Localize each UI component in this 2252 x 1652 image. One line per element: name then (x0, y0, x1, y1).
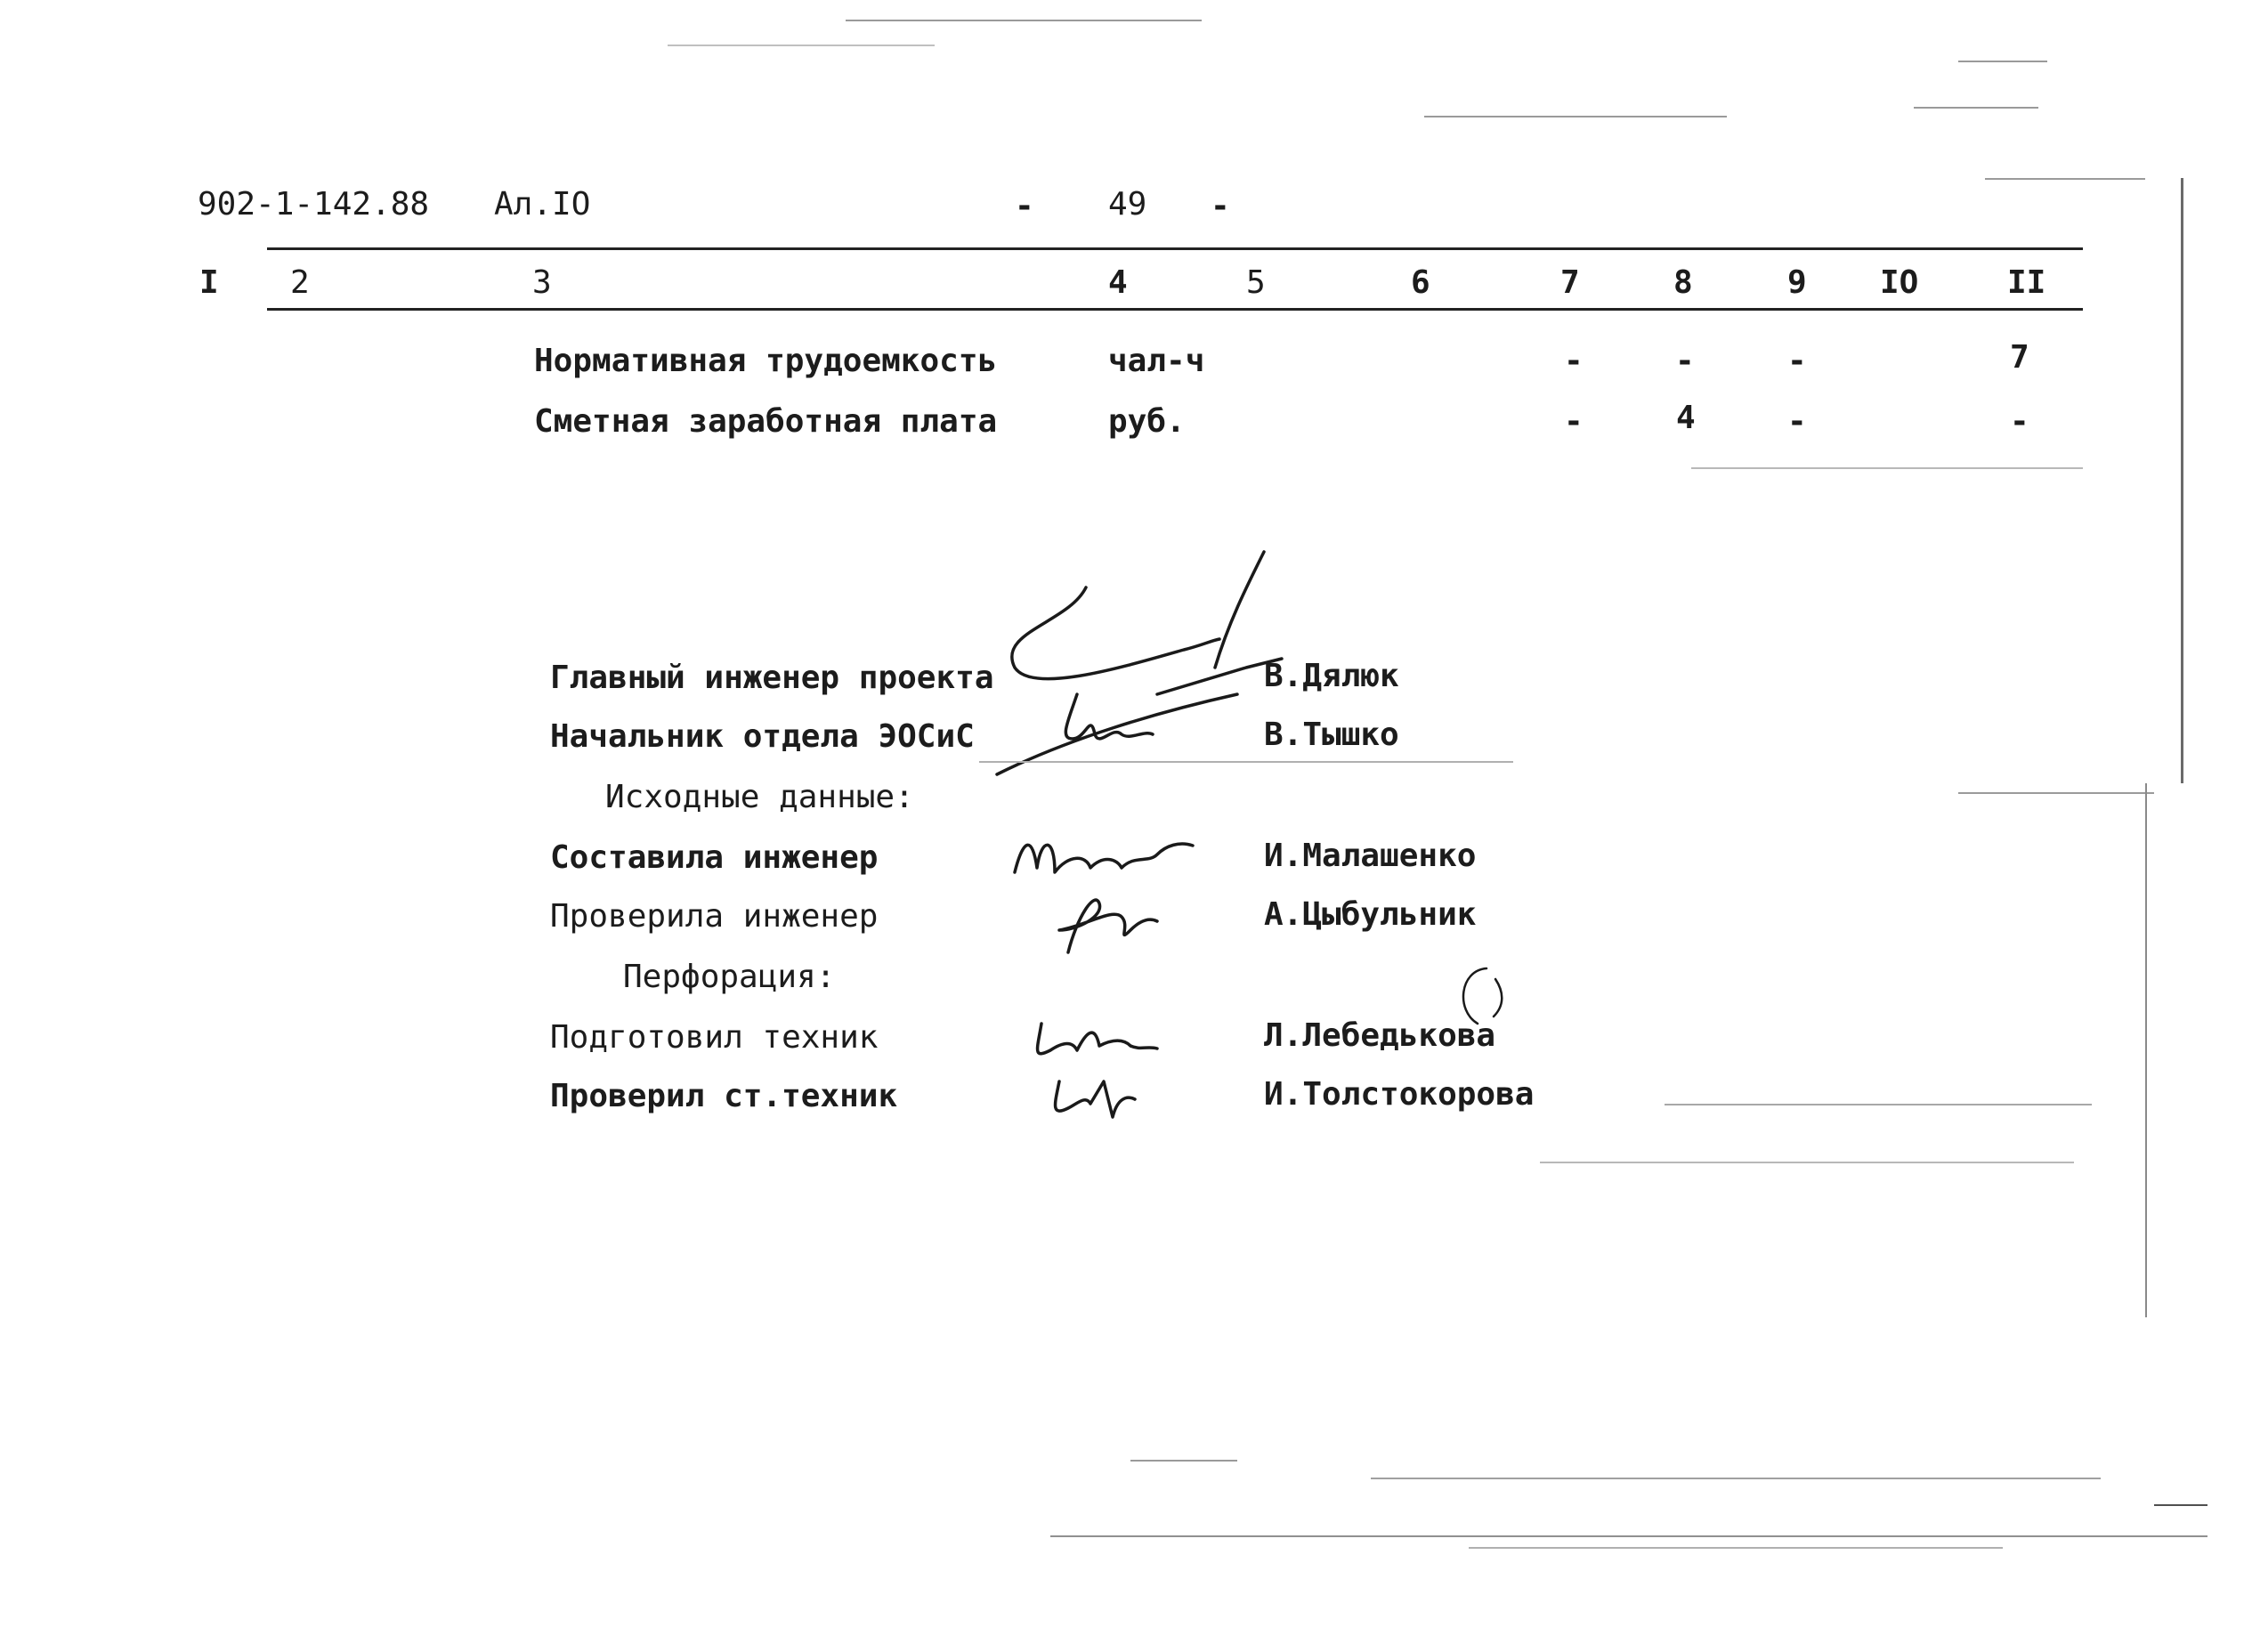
column-number: 8 (1673, 264, 1693, 301)
scan-artifact-line (1958, 792, 2154, 794)
signature-checked-senior (1041, 1064, 1148, 1135)
signature-checked (1033, 881, 1166, 961)
column-number: IO (1880, 264, 1919, 301)
scan-artifact-line (1130, 1460, 1237, 1462)
row-col11: 7 (2010, 339, 2029, 376)
scan-artifact-line (1050, 1535, 2207, 1537)
role-department-head: Начальник отдела ЭОСиС (550, 718, 975, 755)
page-dash-left: - (1015, 188, 1034, 224)
role-chief-engineer: Главный инженер проекта (550, 660, 994, 696)
scan-artifact-line (2154, 1504, 2207, 1506)
row-col8: - (1675, 343, 1695, 379)
scan-artifact-line (846, 20, 1202, 21)
scan-artifact-line (1665, 1104, 2092, 1105)
scan-artifact-line (1424, 116, 1727, 117)
column-number: 3 (532, 264, 552, 301)
row-unit: руб. (1108, 403, 1186, 440)
role-prepared: Подготовил техник (550, 1019, 879, 1056)
name-compiled: И.Малашенко (1264, 838, 1477, 874)
scan-artifact-line (1914, 107, 2038, 109)
table-header-bottom-rule (267, 308, 2083, 311)
row-unit: чал-ч (1108, 343, 1205, 379)
scan-artifact-line (1371, 1478, 2101, 1479)
document-code: 902-1-142.88 (198, 186, 430, 223)
row-col7: - (1564, 403, 1584, 440)
scan-artifact-line (1985, 178, 2145, 180)
column-number: 4 (1108, 264, 1128, 301)
name-prepared: Л.Лебедькова (1264, 1017, 1496, 1054)
scan-edge-line (2181, 178, 2183, 783)
name-checked: А.Цыбульник (1264, 896, 1477, 933)
page-dash-right: - (1211, 188, 1230, 224)
row-col8: 4 (1676, 400, 1696, 436)
row-label: Нормативная трудоемкость (534, 343, 998, 379)
scan-artifact-line (668, 45, 935, 46)
signature-prepared (1024, 1006, 1166, 1068)
column-number: 6 (1411, 264, 1430, 301)
row-col11: - (2010, 403, 2029, 440)
stamp-circle (1451, 961, 1513, 1032)
source-data-heading: Исходные данные: (605, 779, 914, 815)
role-checked: Проверила инженер (550, 898, 879, 935)
scan-artifact-line (1958, 61, 2047, 62)
sheet-label: Ал.IO (494, 186, 591, 223)
row-col9: - (1787, 403, 1807, 440)
name-chief-engineer: В.Дялюк (1264, 658, 1399, 694)
scan-artifact-line (979, 761, 1513, 763)
signature-compiled (1006, 819, 1202, 890)
page-number: 49 (1108, 186, 1147, 223)
scan-edge-line (2145, 783, 2147, 1317)
scan-artifact-line (1469, 1547, 2003, 1549)
scan-artifact-line (1691, 467, 2083, 469)
table-top-rule (267, 247, 2083, 250)
role-compiled: Составила инженер (550, 839, 879, 876)
row-label: Сметная заработная плата (534, 403, 998, 440)
column-number: 5 (1246, 264, 1266, 301)
scan-artifact-line (1540, 1162, 2074, 1163)
column-number: 9 (1787, 264, 1807, 301)
row-col9: - (1787, 343, 1807, 379)
perforation-heading: Перфорация: (623, 959, 836, 995)
role-checked-senior: Проверил ст.техник (550, 1078, 898, 1114)
signature-department-head (1041, 685, 1166, 757)
name-checked-senior: И.Толстокорова (1264, 1076, 1535, 1113)
column-number: II (2007, 264, 2046, 301)
column-number: 2 (290, 264, 310, 301)
column-number: 7 (1560, 264, 1580, 301)
column-number: I (199, 264, 219, 301)
name-department-head: В.Тышко (1264, 717, 1399, 753)
row-col7: - (1564, 343, 1584, 379)
